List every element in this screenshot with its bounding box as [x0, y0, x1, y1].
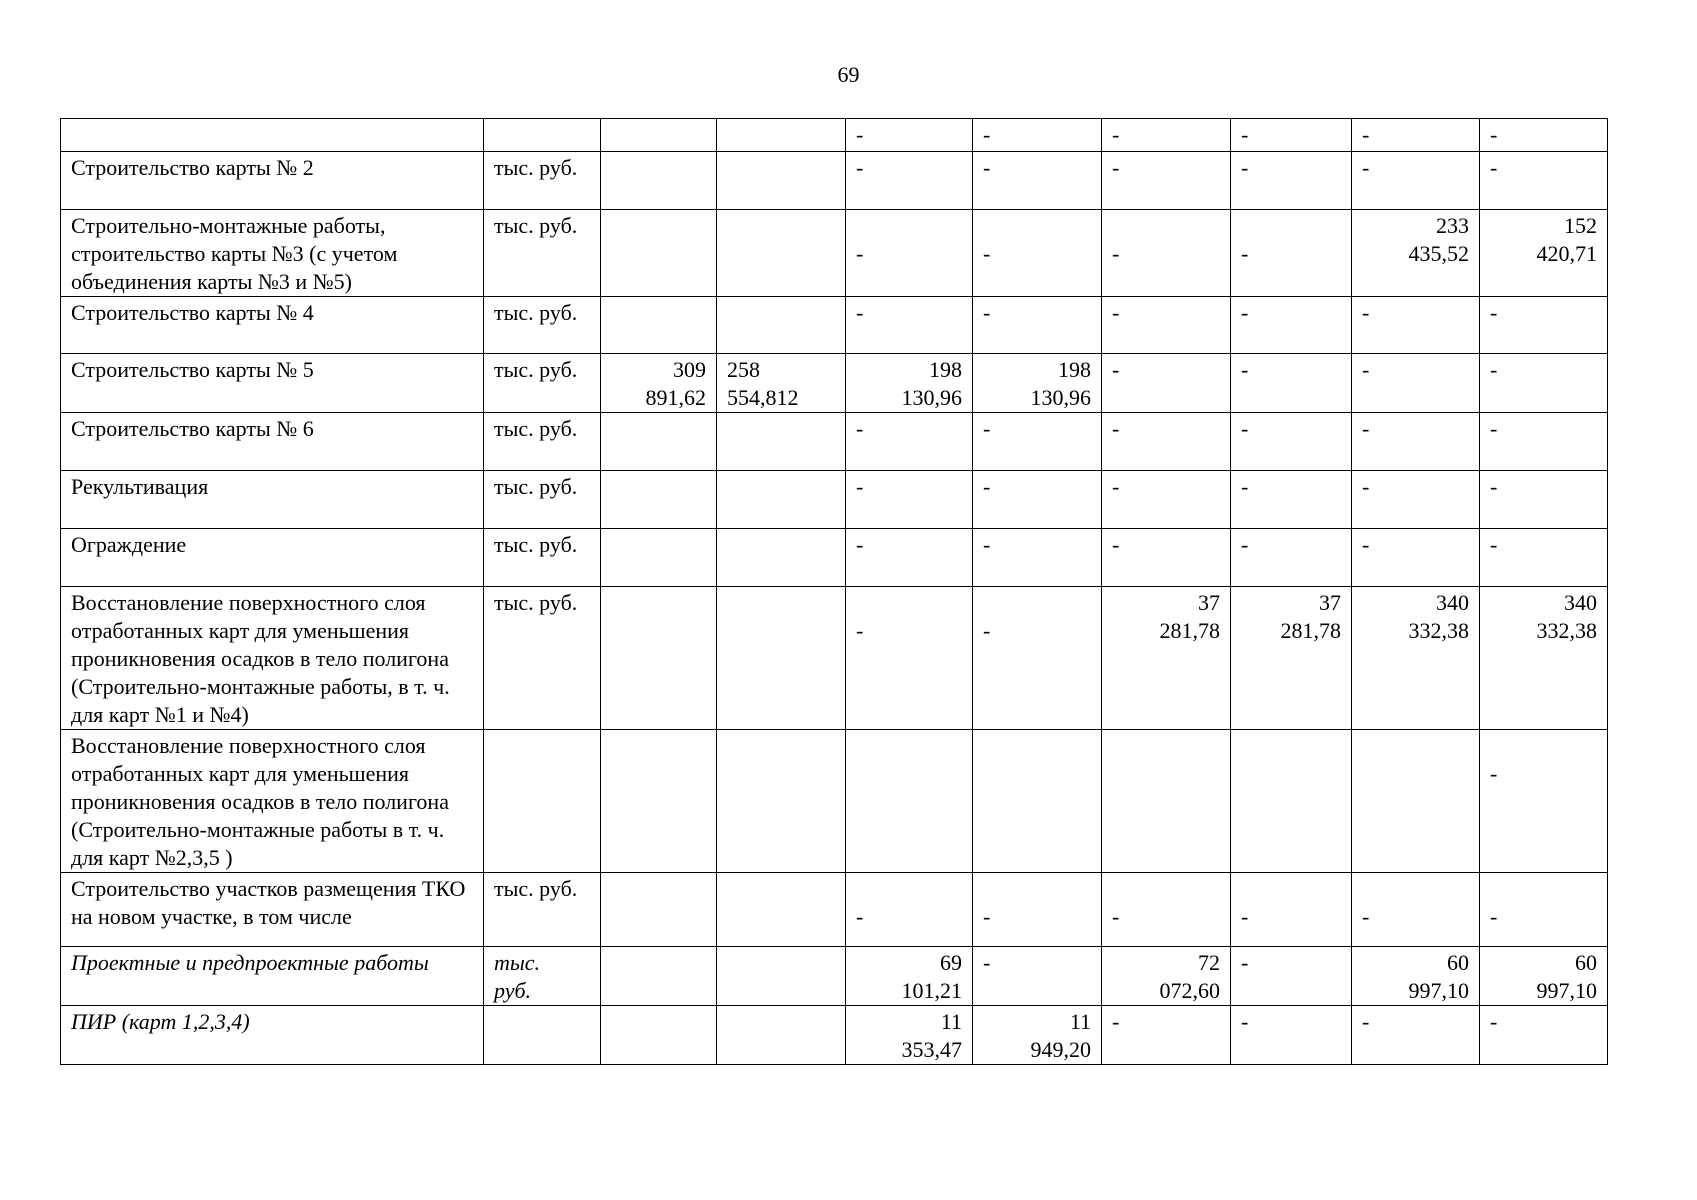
value-cell: 233 435,52 [1352, 210, 1480, 297]
row-name-cell: Проектные и предпроектные работы [61, 947, 484, 1006]
value-cell: 60 997,10 [1480, 947, 1608, 1006]
value-cell: 11 949,20 [973, 1006, 1102, 1065]
unit-cell: тыс. руб. [484, 471, 601, 529]
value-cell: - [1231, 413, 1352, 471]
table-row [61, 529, 1608, 587]
value-cell [973, 730, 1102, 873]
table-row [61, 354, 1608, 413]
value-cell [601, 529, 717, 587]
value-cell: 37 281,78 [1231, 587, 1352, 730]
value-cell: - [846, 413, 973, 471]
value-cell [1352, 730, 1480, 873]
row-name-cell: Строительство карты № 5 [61, 354, 484, 413]
value-cell: 198 130,96 [973, 354, 1102, 413]
value-cell: 69 101,21 [846, 947, 973, 1006]
value-cell: - [1480, 873, 1608, 947]
value-cell: - [1231, 297, 1352, 354]
value-cell [717, 730, 846, 873]
value-cell: - [1102, 471, 1231, 529]
value-cell: - [1352, 1006, 1480, 1065]
value-cell [717, 119, 846, 152]
value-cell: - [1480, 297, 1608, 354]
value-cell: - [973, 119, 1102, 152]
row-name-cell: Строительно-монтажные работы, строительство карты №3 (с учетом объединения карты №3 и №5) [61, 210, 484, 297]
value-cell: - [973, 152, 1102, 210]
table-row [61, 413, 1608, 471]
value-cell [717, 1006, 846, 1065]
value-cell: - [1231, 1006, 1352, 1065]
value-cell: - [1102, 873, 1231, 947]
value-cell: 60 997,10 [1352, 947, 1480, 1006]
value-cell: 340 332,38 [1480, 587, 1608, 730]
value-cell: 11 353,47 [846, 1006, 973, 1065]
row-name-cell: Строительство карты № 2 [61, 152, 484, 210]
value-cell: - [1102, 210, 1231, 297]
value-cell: - [846, 529, 973, 587]
page-number: 69 [837, 62, 860, 87]
value-cell: - [1102, 297, 1231, 354]
value-cell [601, 1006, 717, 1065]
value-cell [601, 730, 717, 873]
value-cell: - [846, 471, 973, 529]
value-cell: - [973, 587, 1102, 730]
value-cell [601, 119, 717, 152]
value-cell: - [1480, 529, 1608, 587]
value-cell: - [1480, 471, 1608, 529]
value-cell: - [1480, 1006, 1608, 1065]
value-cell: - [1102, 529, 1231, 587]
value-cell: 258 554,812 [717, 354, 846, 413]
budget-table [60, 118, 1608, 1065]
value-cell [1231, 730, 1352, 873]
value-cell: - [973, 297, 1102, 354]
value-cell: - [1352, 413, 1480, 471]
value-cell: - [1231, 873, 1352, 947]
value-cell: - [1102, 119, 1231, 152]
value-cell: - [973, 529, 1102, 587]
value-cell: - [1231, 947, 1352, 1006]
value-cell [717, 471, 846, 529]
unit-cell: тыс. руб. [484, 587, 601, 730]
value-cell: - [846, 587, 973, 730]
unit-cell: тыс. руб. [484, 297, 601, 354]
row-name-cell: Ограждение [61, 529, 484, 587]
value-cell: - [973, 873, 1102, 947]
value-cell [717, 413, 846, 471]
value-cell [601, 587, 717, 730]
table-row [61, 152, 1608, 210]
row-name-cell: Рекультивация [61, 471, 484, 529]
value-cell [717, 873, 846, 947]
value-cell: - [1231, 152, 1352, 210]
unit-cell: тыс. руб. [484, 413, 601, 471]
value-cell: - [1352, 529, 1480, 587]
value-cell [601, 471, 717, 529]
value-cell [601, 152, 717, 210]
value-cell [717, 947, 846, 1006]
row-name-cell: Строительство карты № 6 [61, 413, 484, 471]
value-cell: 309 891,62 [601, 354, 717, 413]
value-cell [717, 297, 846, 354]
value-cell: - [1231, 210, 1352, 297]
value-cell: - [846, 210, 973, 297]
value-cell: - [1231, 119, 1352, 152]
row-name-cell: Строительство участков размещения ТКО на новом участке, в том числе [61, 873, 484, 947]
value-cell: - [846, 152, 973, 210]
value-cell [601, 947, 717, 1006]
value-cell: - [1352, 873, 1480, 947]
value-cell: - [1352, 297, 1480, 354]
value-cell [601, 873, 717, 947]
value-cell: - [1352, 471, 1480, 529]
table-row [61, 297, 1608, 354]
unit-cell: тыс. руб. [484, 873, 601, 947]
table-row [61, 210, 1608, 297]
unit-cell: тыс. руб. [484, 210, 601, 297]
value-cell: 72 072,60 [1102, 947, 1231, 1006]
value-cell: - [1102, 354, 1231, 413]
unit-cell [484, 119, 601, 152]
value-cell [1102, 730, 1231, 873]
value-cell: - [1102, 1006, 1231, 1065]
value-cell [601, 210, 717, 297]
unit-cell: тыс. руб. [484, 152, 601, 210]
value-cell: - [1480, 354, 1608, 413]
value-cell: - [846, 297, 973, 354]
value-cell: - [1352, 354, 1480, 413]
table-row [61, 471, 1608, 529]
value-cell: - [846, 119, 973, 152]
row-name-cell: Строительство карты № 4 [61, 297, 484, 354]
unit-cell: тыс. руб. [484, 354, 601, 413]
value-cell: - [1480, 152, 1608, 210]
table-row [61, 873, 1608, 947]
value-cell: - [1352, 119, 1480, 152]
value-cell: - [1231, 529, 1352, 587]
row-name-cell: Восстановление поверхностного слоя отработанных карт для уменьшения проникновения осадков в тело полигона (Строительно-монтажные работы в т. ч. для карт №2,3,5 ) [61, 730, 484, 873]
value-cell: - [973, 413, 1102, 471]
value-cell: - [1102, 152, 1231, 210]
value-cell: 37 281,78 [1102, 587, 1231, 730]
value-cell: - [973, 947, 1102, 1006]
row-name-cell [61, 119, 484, 152]
unit-cell: тыс. руб. [484, 947, 601, 1006]
value-cell: - [1480, 730, 1608, 873]
row-name-cell: Восстановление поверхностного слоя отработанных карт для уменьшения проникновения осадков в тело полигона (Строительно-монтажные работы, в т. ч. для карт №1 и №4) [61, 587, 484, 730]
table-row [61, 1006, 1608, 1065]
table-row [61, 947, 1608, 1006]
value-cell: - [1352, 152, 1480, 210]
value-cell [601, 413, 717, 471]
value-cell [717, 529, 846, 587]
value-cell: - [1102, 413, 1231, 471]
value-cell [717, 152, 846, 210]
value-cell [601, 297, 717, 354]
table-row [61, 119, 1608, 152]
value-cell: - [1231, 354, 1352, 413]
value-cell: - [973, 210, 1102, 297]
unit-cell [484, 730, 601, 873]
value-cell [717, 210, 846, 297]
value-cell: - [973, 471, 1102, 529]
value-cell: - [846, 873, 973, 947]
value-cell: - [1480, 119, 1608, 152]
table-row [61, 730, 1608, 873]
value-cell: - [1480, 413, 1608, 471]
unit-cell [484, 1006, 601, 1065]
value-cell: 152 420,71 [1480, 210, 1608, 297]
value-cell [846, 730, 973, 873]
value-cell [717, 587, 846, 730]
value-cell: 340 332,38 [1352, 587, 1480, 730]
row-name-cell: ПИР (карт 1,2,3,4) [61, 1006, 484, 1065]
table-row [61, 587, 1608, 730]
value-cell: 198 130,96 [846, 354, 973, 413]
unit-cell: тыс. руб. [484, 529, 601, 587]
value-cell: - [1231, 471, 1352, 529]
